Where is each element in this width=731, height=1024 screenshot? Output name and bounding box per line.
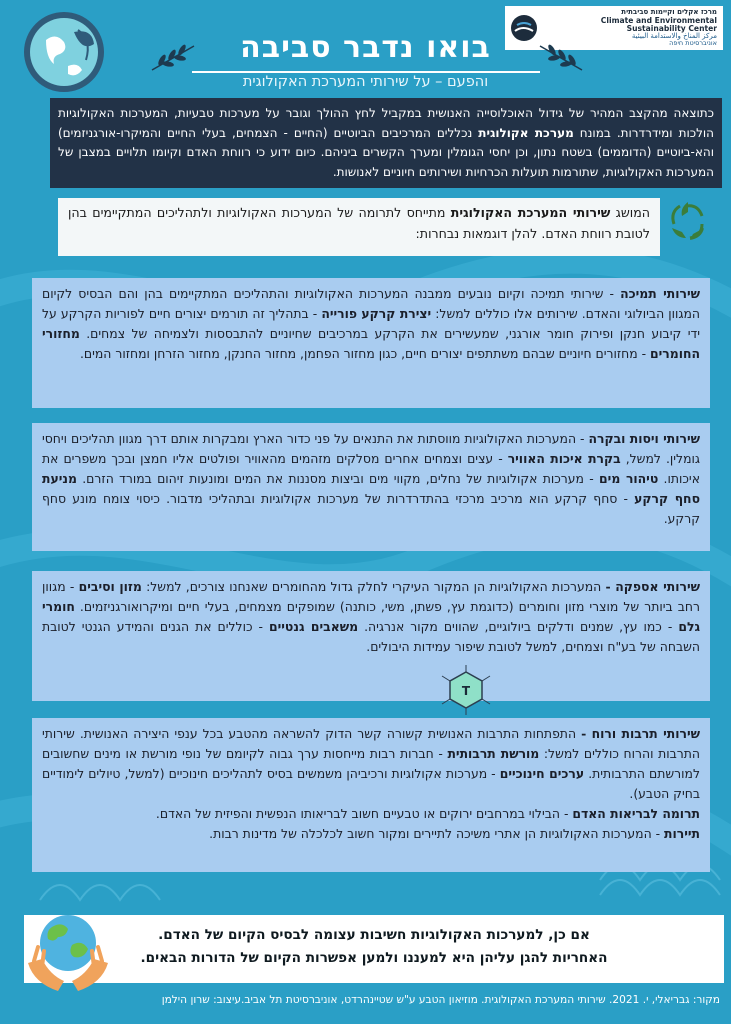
regulation-title: שירותי ויסות ובקרה xyxy=(588,431,700,446)
culture-title: שירותי תרבות ורוח - xyxy=(581,726,700,741)
concept-paragraph xyxy=(58,198,660,256)
conclusion-line-2: האחריות להגן עליהן היא למעננו ולמען אפשרות הקיום של הדורות הבאים. xyxy=(140,950,608,966)
molecule-label: T xyxy=(461,684,471,698)
provision-text-4: - כוללים את הגנים והמידע הגנטי לטובת השבחה של בע"ח וצמחים, למשל לטובת שיפור עמידות היבולים. xyxy=(42,619,700,654)
center-name-arabic: مركز المناخ والاستدامة البيئية xyxy=(631,31,717,40)
culture-key-3: תרומה לבריאות האדם xyxy=(572,806,700,821)
title-divider xyxy=(192,71,540,73)
culture-text-5: - המערכות האקולוגיות הן אתרי משיכה לתיירים ומקור חשוב לכלכלה של מדינות רבות. xyxy=(209,826,665,841)
support-text-3: - מחזורים חיוניים שבהם משתתפים יצורים חיים, כגון מחזור הפחמן, מחזור החנקן, מחזור הזרחן ומחזור המים. xyxy=(79,346,651,361)
source-credit: מקור: גבריאלי, י. 2021. שירותי המערכת האקולוגית. מוזיאון הטבע ע"ש שטיינהרדט, אוניברסיטת תל אביב.עיצוב: שרון הילמן xyxy=(161,994,720,1006)
recycle-leaves-icon xyxy=(664,198,712,246)
culture-key-2: ערכים חינוכיים xyxy=(499,766,585,781)
conclusion-box xyxy=(24,915,724,983)
culture-key-4: תיירות xyxy=(664,826,700,841)
provision-key-2: חומרי גלם xyxy=(42,599,700,634)
regulation-text-1: - המערכות האקולוגיות מווסתות את התנאים על פני כדור הארץ ומבקרות אותם דרך מגוון תהליכים ויחסי גומלין. למשל, xyxy=(42,431,700,466)
culture-services-box xyxy=(32,718,710,872)
center-name-english: Climate and Environmental Sustainability Center xyxy=(600,15,717,33)
thymine-molecule-icon xyxy=(432,664,500,716)
culture-key-1: מורשת תרבותית xyxy=(447,746,540,761)
regulation-text-2: - עצים וצמחים אחרים מסלקים מזהמים מהאוויר ופולטים אליו חמצן ובכך משפרים את איכותו. xyxy=(42,451,700,486)
intro-paragraph xyxy=(50,98,722,188)
support-key-1: יצירת קרקע פורייה xyxy=(321,306,432,321)
provision-text-1: המערכות האקולוגיות הן המקור העיקרי לחלק גדול מהחומרים שאנחנו צורכים, למשל: xyxy=(141,579,606,594)
conclusion-line-1: אם כן, למערכות האקולוגיות חשיבות עצומה לבסיס הקיום של האדם. xyxy=(158,927,590,943)
page-subtitle: והפעם – על שירותי המערכת האקולוגית xyxy=(242,74,489,90)
support-services-box xyxy=(32,278,710,408)
concept-text-1: המושג xyxy=(610,205,650,220)
culture-text-4: - הבילוי במרחבים ירוקים או טבעיים חשוב לבריאותו הנפשית והפיזית של האדם. xyxy=(155,806,573,821)
center-name-hebrew: מרכז אקלים וקיימות סביבתית xyxy=(621,8,717,17)
regulation-key-1: בקרת איכות האוויר xyxy=(507,451,621,466)
culture-text-1: התפתחות התרבות האנושית קשורה קשר הדוק להשראה מהטבע בכל ענפי היצירה האנושית. שירותי התרבות והרוח כוללים למשל: xyxy=(42,726,700,761)
provision-text-2: - מגוון רחב ביותר של מוצרי מזון וחומרים (כדוגמת עץ, פשתן, משי, כותנה) שמופקים מצמחים, בעלי חיים ומיקרואורגניזמים. xyxy=(42,579,700,614)
culture-text-2: - חברות רבות מייחסות ערך גבוה לקיומם של נופי מורשת או מינים שחשובים למורשתם התרבותית. xyxy=(42,746,701,781)
concept-term: שירותי המערכת האקולוגית xyxy=(450,205,611,220)
regulation-text-4: - סחף קרקע הוא מרכיב מרכזי בהתדרדרות של מערכות אקולוגיות ובתהליכי מדבור. כיסוי צומח מונע סחף קרקע. xyxy=(42,491,700,526)
regulation-key-3: מניעת סחף קרקע xyxy=(42,471,700,506)
provision-text-3: - כמו עץ, שמנים ודלקים ביולוגיים, שהווים מקור אנרגיה. xyxy=(358,619,679,634)
regulation-text-3: - מערכות אקולוגיות של נחלים, מקווי מים וביצות מסננות את המים ומונעות זיהום במורד הזרם. xyxy=(76,471,600,486)
intro-text-2: נכללים המרכיבים הביוטיים (החיים - הצמחים, בעלי החיים והמיקרו-אורגניזמים) והא-ביוטיים (הדוממים) בשטח נתון, וכן יחסי הגומלין ומערך הקשרים ביניהם. כיום ידוע כי רווחת האדם וקיומו תלויים במצבן של המערכות האקולוגיות, שתורמות תועלות הכרחיות ושירותים חיוניים לאנושות. xyxy=(58,125,714,179)
earth-in-hands-icon xyxy=(22,905,114,997)
culture-text-3: - מערכות אקולוגיות ורכיביהן משמשים בסיס לתהליכים חינוכיים (למשל, טיולים לימודיים בחיק הטבע). xyxy=(42,766,700,801)
support-key-2: מחזורי החומרים xyxy=(42,326,700,361)
intro-text-1: כתוצאה מהקצב המהיר של גידול האוכלוסייה האנושית במקביל לחץ ההולך וגובר על מערכות טבעיות, המערכות האקולוגיות הולכות ומידרדרות. במונח xyxy=(58,106,714,140)
page-title: בואו נדבר סביבה xyxy=(240,30,491,65)
regulation-key-2: טיהור מים xyxy=(599,471,659,486)
concept-text-2: מתייחס לתרומה של המערכות האקולוגיות ולתהליכים המתקיימים בהן לטובת רווחת האדם. להלן דוגמאות נבחרות: xyxy=(68,205,650,241)
provision-key-3: משאבים גנטיים xyxy=(269,619,359,634)
support-text-2: - בתהליך זה תורמים יצורים חיים לפוריות הקרקע על ידי קיבוע חנקן ופירוק חומר אורגני, שמעשירים את הקרקע במרכיבים שחיוניים להתבססות ולצמיחה של צמחים. xyxy=(42,306,700,341)
support-title: שירותי תמיכה xyxy=(620,286,700,301)
provision-title: שירותי אספקה - xyxy=(605,579,700,594)
regulation-services-box xyxy=(32,423,710,551)
support-text-1: - שירותי תמיכה וקיום נובעים ממבנה המערכות האקולוגיות והתהליכים המתקיימים בהן והם הבסיס לקיום המגוון הביולוגי והאדם. שירותים אלו כוללים למשל: xyxy=(42,286,700,321)
provision-key-1: מזון וסיבים xyxy=(78,579,142,594)
university-name: אוניברסיטת חיפה xyxy=(669,38,717,47)
intro-term: מערכת אקולוגית xyxy=(478,125,574,140)
provision-services-box xyxy=(32,571,710,701)
